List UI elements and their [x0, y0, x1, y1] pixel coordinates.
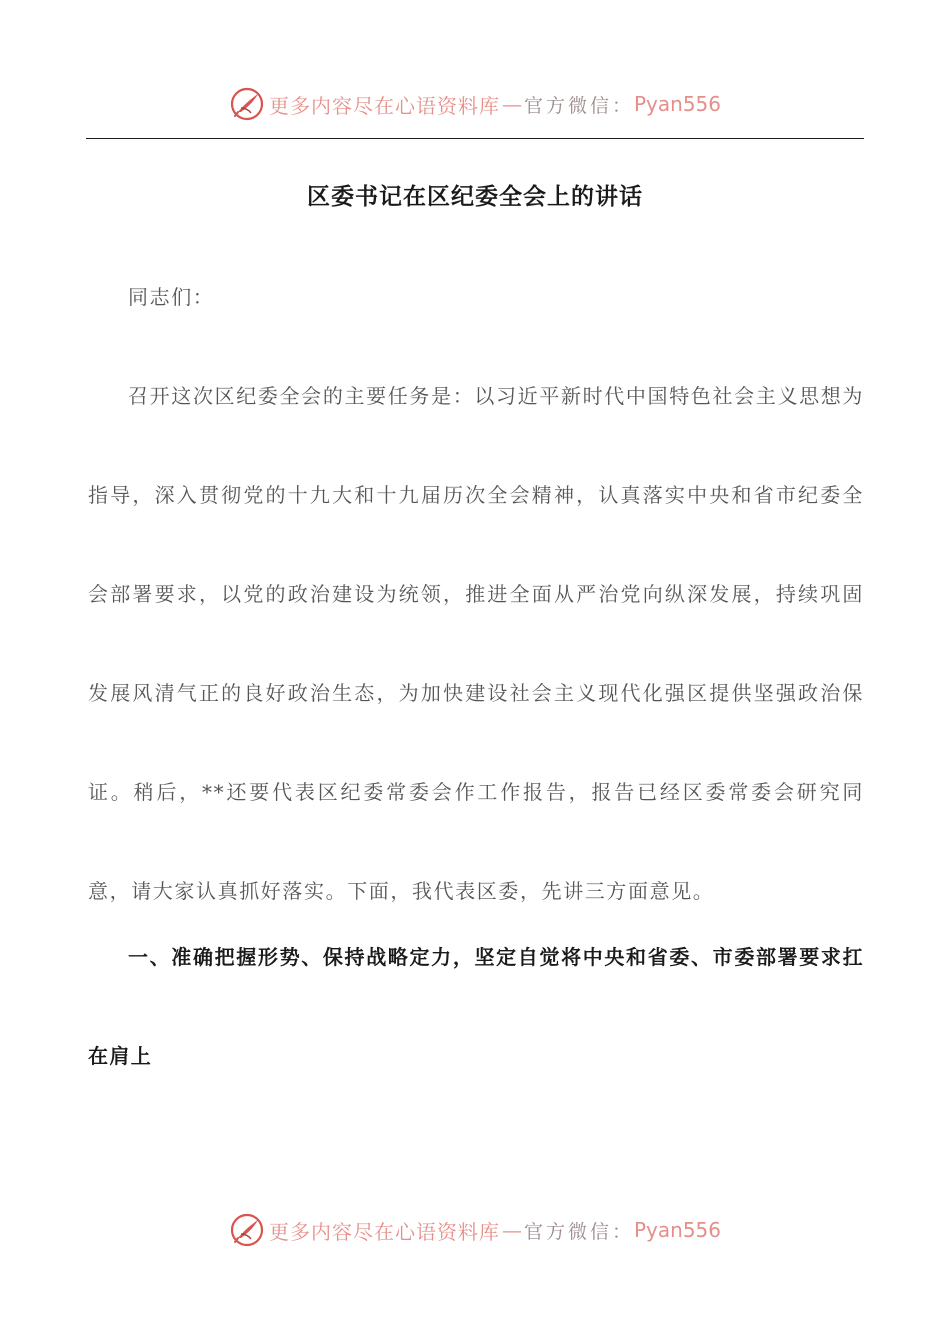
header-banner [0, 84, 950, 124]
banner-wechat-handle: Pyan556 [634, 92, 722, 116]
banner-wechat-label: 官方微信： [523, 94, 634, 117]
banner-dash: — [501, 92, 522, 116]
banner-dash: — [501, 1218, 522, 1242]
salutation: 同志们： [128, 285, 215, 309]
banner-brand-text: 更多内容尽在心语资料库 [268, 93, 500, 118]
document-body [88, 248, 864, 941]
document-title: 区委书记在区纪委全会上的讲话 [307, 184, 643, 210]
banner-wechat-label: 官方微信： [523, 1220, 634, 1243]
quill-pen-logo-icon [229, 86, 265, 122]
section-heading: 一、准确把握形势、保持战略定力，坚定自觉将中央和省委、市委部署要求扛在肩上 [88, 945, 864, 1068]
banner-wechat-handle: Pyan556 [634, 1218, 722, 1242]
banner-brand-text: 更多内容尽在心语资料库 [268, 1219, 500, 1244]
footer-banner [0, 1210, 950, 1250]
quill-pen-logo-icon [229, 1212, 265, 1248]
header-divider [86, 138, 864, 139]
body-paragraph: 召开这次区纪委全会的主要任务是：以习近平新时代中国特色社会主义思想为指导，深入贯彻党的十九大和十九届历次全会精神，认真落实中央和省市纪委全会部署要求，以党的政治建设为统领，推进全面从严治党向纵深发展，持续巩固发展风清气正的良好政治生态，为加快建设社会主义现代化强区提供坚强政治保证。稍后，**还要代表区纪委常委会作工作报告，报告已经区委常委会研究同意，请大家认真抓好落实。下面，我代表区委，先讲三方面意见。 [88, 384, 864, 903]
